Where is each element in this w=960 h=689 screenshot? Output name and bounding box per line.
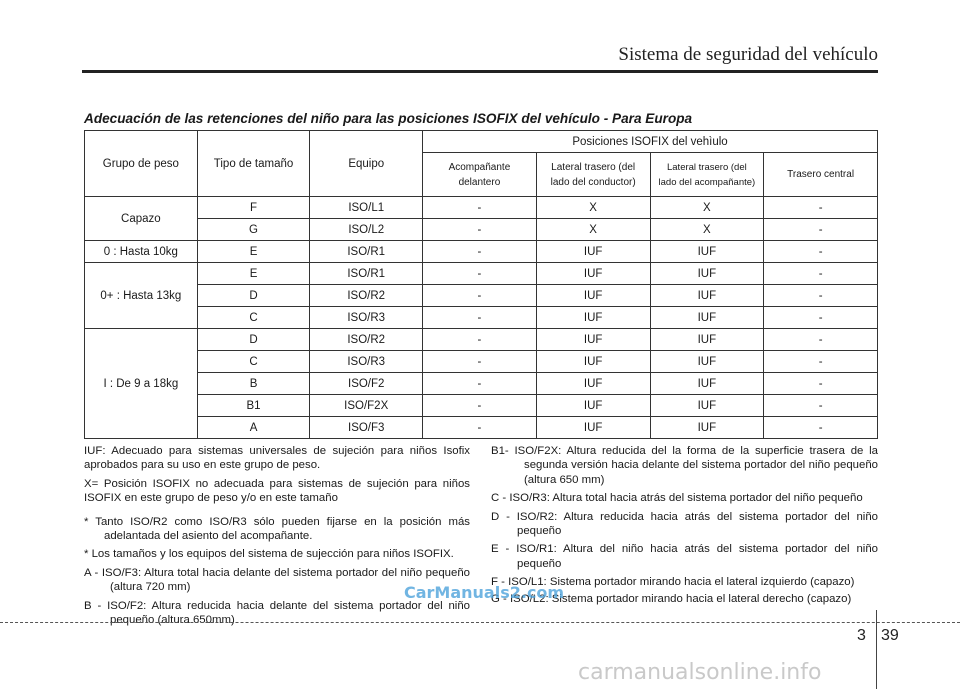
note-r1: E - ISO/R1: Altura del niño hacia atrás del sistema portador del niño pequeño — [491, 543, 878, 570]
note-r3: C - ISO/R3: Altura total hacia atrás del sistema portador del niño pequeño — [491, 492, 863, 505]
rear-right-cell: IUF — [650, 241, 764, 263]
size-cell: E — [197, 241, 310, 263]
table-row — [85, 417, 878, 439]
rear-left-cell: IUF — [536, 373, 650, 395]
front-cell: - — [423, 241, 537, 263]
note-f2: B - ISO/F2: Altura reducida hacia delante del sistema portador del niño pequeño (altura 650mm) — [84, 599, 470, 627]
size-cell: G — [197, 219, 310, 241]
equip-cell: ISO/R1 — [310, 241, 423, 263]
equip-cell: ISO/L2 — [310, 219, 423, 241]
rear-center-cell: - — [764, 197, 878, 219]
front-cell: - — [423, 351, 537, 373]
size-cell: A — [197, 417, 310, 439]
note-r2-r3: * Tanto ISO/R2 como ISO/R3 sólo pueden fijarse en la posición más adelantada del asiento del acompañante. — [84, 515, 470, 543]
front-cell: - — [423, 285, 537, 307]
equip-cell: ISO/F2 — [310, 373, 423, 395]
front-cell: - — [423, 417, 537, 439]
notes-left-column — [84, 444, 470, 631]
group-cell: 0+ : Hasta 13kg — [85, 263, 198, 329]
rear-left-cell: IUF — [536, 417, 650, 439]
rear-center-cell: - — [764, 395, 878, 417]
size-cell: D — [197, 285, 310, 307]
note-r2: D - ISO/R2: Altura reducida hacia atrás del sistema portador del niño pequeño — [491, 510, 878, 538]
group-cell: I : De 9 a 18kg — [85, 329, 198, 439]
note-f2x: B1- ISO/F2X: Altura reducida del la forma de la superficie trasera de la segunda versión hacia delante del sistema portador del niño pequeño (altura 650 mm) — [491, 445, 878, 486]
group-cell: Capazo — [85, 197, 198, 241]
rear-right-cell: X — [650, 219, 764, 241]
rear-right-cell: IUF — [650, 395, 764, 417]
table-row — [85, 373, 878, 395]
size-cell: F — [197, 197, 310, 219]
rear-right-cell: IUF — [650, 307, 764, 329]
size-cell: C — [197, 307, 310, 329]
size-cell: D — [197, 329, 310, 351]
rear-right-cell: X — [650, 197, 764, 219]
equip-cell: ISO/R3 — [310, 351, 423, 373]
front-cell: - — [423, 329, 537, 351]
rear-left-cell: IUF — [536, 351, 650, 373]
size-cell: B — [197, 373, 310, 395]
header-size-type: Tipo de tamaño — [197, 131, 310, 197]
table-row — [85, 197, 878, 219]
header-rear-left: Lateral trasero (del lado del conductor) — [536, 153, 650, 197]
equip-cell: ISO/R3 — [310, 307, 423, 329]
size-cell: C — [197, 351, 310, 373]
rear-left-cell: IUF — [536, 307, 650, 329]
table-row — [85, 395, 878, 417]
chapter-number: 3 — [857, 627, 866, 644]
equip-cell: ISO/R2 — [310, 329, 423, 351]
rear-center-cell: - — [764, 241, 878, 263]
note-l2: G - ISO/L2: Sistema portador mirando hacia el lateral derecho (capazo) — [491, 592, 852, 605]
size-cell: B1 — [197, 395, 310, 417]
header-weight-group: Grupo de peso — [85, 131, 198, 197]
watermark-grey: carmanualsonline.info — [578, 660, 822, 685]
header-equipment: Equipo — [310, 131, 423, 197]
section-title: Adecuación de las retenciones del niño para las posiciones ISOFIX del vehículo - Para Europa — [84, 111, 693, 126]
front-cell: - — [423, 373, 537, 395]
equip-cell: ISO/F2X — [310, 395, 423, 417]
table-row — [85, 329, 878, 351]
rear-center-cell: - — [764, 329, 878, 351]
rear-left-cell: X — [536, 219, 650, 241]
rear-left-cell: X — [536, 197, 650, 219]
rear-left-cell: IUF — [536, 329, 650, 351]
footer-rule — [0, 622, 960, 623]
rear-right-cell: IUF — [650, 373, 764, 395]
page-number: 39 — [881, 627, 899, 644]
rear-center-cell: - — [764, 373, 878, 395]
front-cell: - — [423, 263, 537, 285]
rear-right-cell: IUF — [650, 329, 764, 351]
rear-right-cell: IUF — [650, 351, 764, 373]
front-cell: - — [423, 197, 537, 219]
note-x: X= Posición ISOFIX no adecuada para sistemas de sujeción para niños ISOFIX en este grupo de peso y/o en este tamaño — [84, 477, 470, 505]
page-separator — [876, 610, 877, 689]
header-isofix-positions: Posiciones ISOFIX del vehìulo — [423, 131, 878, 153]
note-sizes: * Los tamaños y los equipos del sistema de sujección para niños ISOFIX. — [84, 548, 454, 561]
rear-center-cell: - — [764, 263, 878, 285]
rear-right-cell: IUF — [650, 285, 764, 307]
size-cell: E — [197, 263, 310, 285]
rear-center-cell: - — [764, 285, 878, 307]
rear-left-cell: IUF — [536, 263, 650, 285]
rear-right-cell: IUF — [650, 263, 764, 285]
rear-left-cell: IUF — [536, 395, 650, 417]
rear-center-cell: - — [764, 307, 878, 329]
note-iuf: IUF: Adecuado para sistemas universales de sujeción para niños Isofix aprobados para su uso en este grupo de peso. — [84, 445, 470, 472]
watermark-blue: CarManuals2.com — [404, 583, 565, 602]
table-row — [85, 351, 878, 373]
chapter-header-title: Sistema de seguridad del vehículo — [618, 44, 878, 65]
note-f3: A - ISO/F3: Altura total hacia delante del sistema portador del niño pequeño (altura 720 mm) — [84, 566, 470, 594]
front-cell: - — [423, 307, 537, 329]
header-rule — [82, 70, 878, 73]
table-row — [85, 241, 878, 263]
note-l1: F - ISO/L1: Sistema portador mirando hacia el lateral izquierdo (capazo) — [491, 576, 855, 589]
table-row — [85, 307, 878, 329]
group-cell: 0 : Hasta 10kg — [85, 241, 198, 263]
header-rear-center: Trasero central — [764, 153, 878, 197]
table-row — [85, 285, 878, 307]
isofix-suitability-table — [84, 130, 878, 439]
table-row — [85, 219, 878, 241]
rear-center-cell: - — [764, 417, 878, 439]
equip-cell: ISO/L1 — [310, 197, 423, 219]
rear-left-cell: IUF — [536, 285, 650, 307]
rear-center-cell: - — [764, 219, 878, 241]
rear-left-cell: IUF — [536, 241, 650, 263]
equip-cell: ISO/R1 — [310, 263, 423, 285]
rear-right-cell: IUF — [650, 417, 764, 439]
table-row — [85, 263, 878, 285]
equip-cell: ISO/R2 — [310, 285, 423, 307]
equip-cell: ISO/F3 — [310, 417, 423, 439]
front-cell: - — [423, 219, 537, 241]
rear-center-cell: - — [764, 351, 878, 373]
header-front-passenger: Acompañante delantero — [423, 153, 537, 197]
front-cell: - — [423, 395, 537, 417]
header-rear-right: Lateral trasero (del lado del acompañante) — [650, 153, 764, 197]
